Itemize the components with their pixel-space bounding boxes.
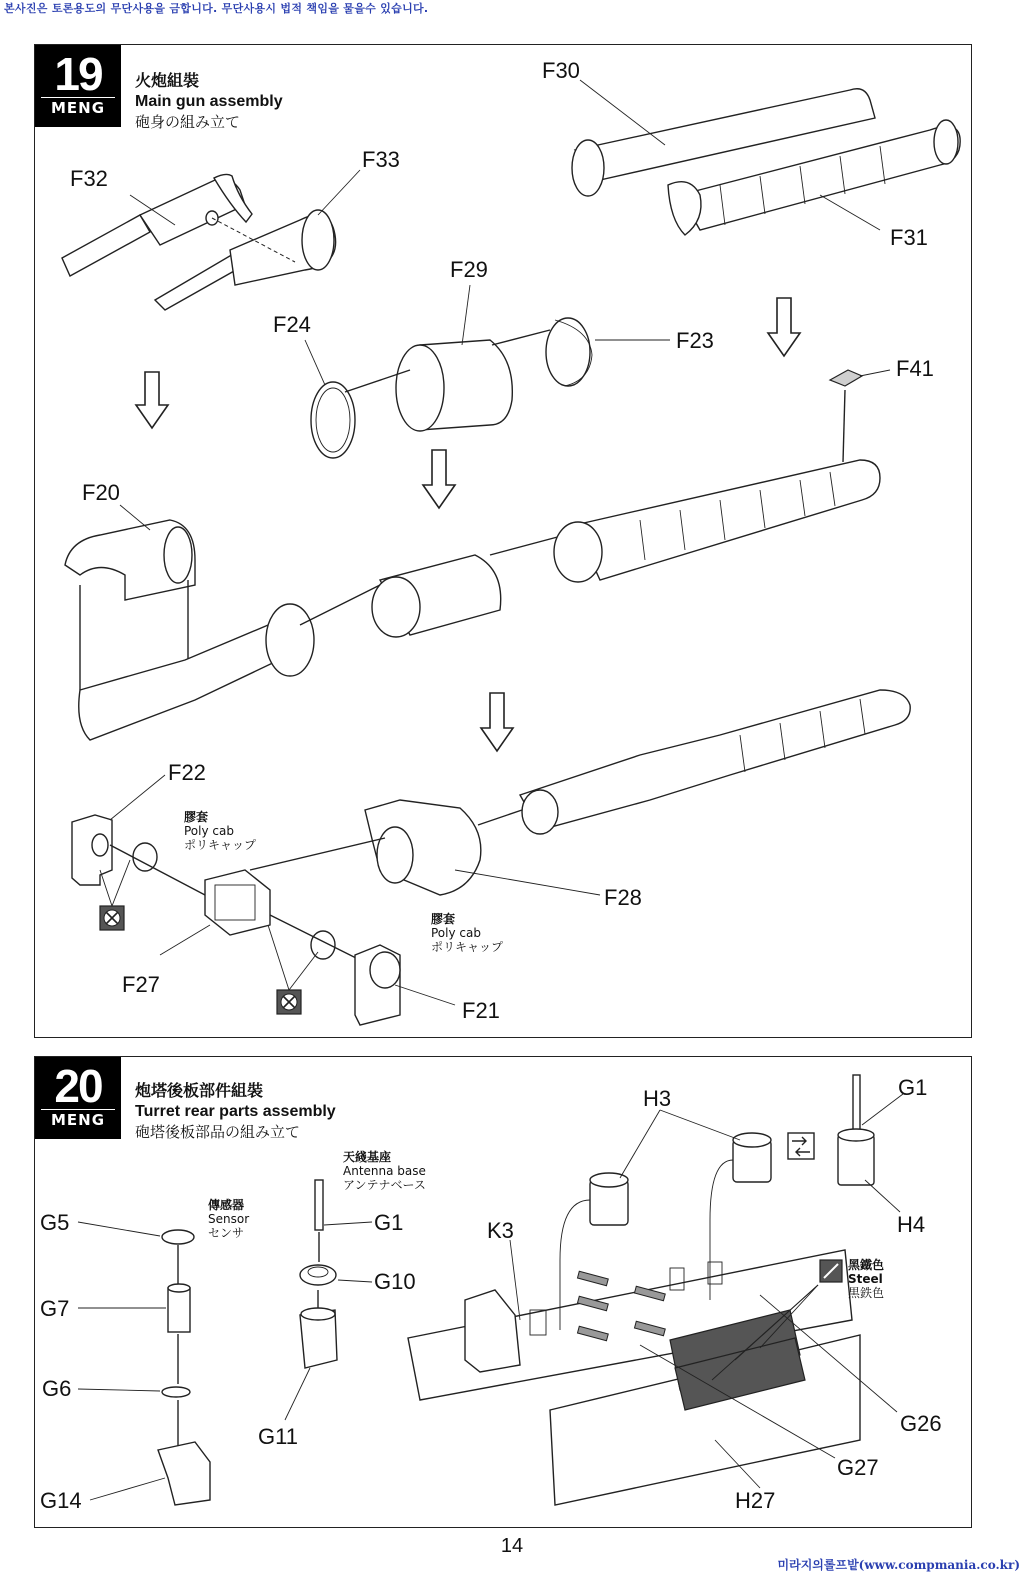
note-cn: 傳感器 bbox=[208, 1198, 245, 1212]
part-f30-f31-drawing bbox=[572, 89, 960, 235]
note-jp: ポリキャップ bbox=[184, 838, 257, 852]
label-g7: G7 bbox=[40, 1296, 70, 1321]
sensor-note bbox=[208, 1198, 249, 1240]
title-cn: 炮塔後板部件組裝 bbox=[135, 1081, 264, 1100]
page-number: 14 bbox=[500, 1535, 524, 1557]
note-jp: センサ bbox=[208, 1226, 245, 1240]
part-f29-sleeve-lower-drawing bbox=[372, 555, 501, 637]
part-g6-washer-drawing bbox=[162, 1387, 190, 1397]
label-g6: G6 bbox=[42, 1376, 72, 1401]
label-f20: F20 bbox=[82, 480, 120, 505]
title-jp: 砲身の組み立て bbox=[135, 113, 241, 131]
breech-assembly-drawing bbox=[79, 604, 314, 740]
label-g26: G26 bbox=[900, 1411, 942, 1436]
label-g1: G1 bbox=[374, 1210, 404, 1235]
part-g14-bracket-drawing bbox=[158, 1442, 210, 1505]
note-en: Sensor bbox=[208, 1212, 250, 1226]
label-f24: F24 bbox=[273, 312, 311, 337]
barrel-mid-drawing bbox=[554, 460, 880, 582]
label-f29: F29 bbox=[450, 257, 488, 282]
brand-logo: MENG bbox=[41, 97, 115, 118]
polycap-note-2 bbox=[431, 912, 503, 954]
note-en: Steel bbox=[848, 1272, 883, 1286]
antenna-base-note bbox=[343, 1150, 426, 1192]
part-f21-bracket-drawing bbox=[355, 945, 400, 1025]
label-g5: G5 bbox=[40, 1210, 70, 1235]
label-k3: K3 bbox=[487, 1218, 514, 1243]
label-f32: F32 bbox=[70, 166, 108, 191]
note-jp: ポリキャップ bbox=[431, 940, 504, 954]
part-f28-mantlet-drawing bbox=[365, 800, 481, 895]
label-f28: F28 bbox=[604, 885, 642, 910]
label-g27: G27 bbox=[837, 1455, 879, 1480]
title-cn: 火炮組裝 bbox=[135, 71, 200, 90]
step-number: 19 bbox=[54, 48, 102, 100]
note-cn: 膠套 bbox=[431, 912, 456, 926]
label-g11: G11 bbox=[258, 1424, 298, 1449]
label-h27: H27 bbox=[735, 1488, 776, 1513]
label-f33: F33 bbox=[362, 147, 400, 172]
swap-arrow-icon bbox=[788, 1133, 814, 1159]
part-f20-drawing bbox=[65, 520, 195, 600]
label-f21: F21 bbox=[462, 998, 500, 1023]
part-f23-cap-drawing bbox=[546, 318, 592, 386]
label-f30: F30 bbox=[542, 58, 580, 83]
label-g1-top: G1 bbox=[898, 1075, 928, 1100]
part-f32-drawing bbox=[62, 174, 252, 310]
label-f27: F27 bbox=[122, 972, 160, 997]
label-f41: F41 bbox=[896, 356, 934, 381]
polycap-note-1 bbox=[184, 810, 256, 852]
part-g10-base-drawing bbox=[300, 1265, 336, 1285]
part-g11-mount-drawing bbox=[300, 1308, 337, 1368]
label-g14: G14 bbox=[40, 1488, 82, 1513]
part-g1-antenna-drawing bbox=[315, 1180, 323, 1230]
label-f23: F23 bbox=[676, 328, 714, 353]
copyright-notice: 본사진은 토론용도의 무단사용을 금합니다. 무단사용시 법적 책임을 물을수 있습니다. bbox=[4, 2, 429, 15]
paint-brush-icon bbox=[820, 1260, 842, 1282]
part-g7-post-drawing bbox=[168, 1284, 190, 1332]
label-f22: F22 bbox=[168, 760, 206, 785]
label-h3: H3 bbox=[643, 1086, 672, 1111]
note-en: Poly cab bbox=[184, 824, 234, 838]
part-g1-h4-drawing bbox=[838, 1075, 874, 1185]
part-g5-sensor-drawing bbox=[162, 1230, 194, 1244]
brand-logo: MENG bbox=[41, 1109, 115, 1130]
note-en: Antenna base bbox=[343, 1164, 426, 1178]
paint-steel-note bbox=[848, 1258, 884, 1300]
label-f31: F31 bbox=[890, 225, 928, 250]
note-jp: 黒鉄色 bbox=[848, 1286, 885, 1300]
note-jp: アンテナベース bbox=[343, 1178, 426, 1192]
part-f24-ring-drawing bbox=[311, 382, 355, 458]
barrel-complete-drawing bbox=[520, 690, 910, 834]
note-cn: 天綫基座 bbox=[343, 1150, 392, 1164]
part-f22-bracket-drawing bbox=[72, 815, 112, 885]
note-cn: 黑鐵色 bbox=[848, 1258, 885, 1272]
part-f29-sleeve-drawing bbox=[396, 340, 512, 431]
title-en: Main gun assembly bbox=[135, 93, 283, 110]
step-number: 20 bbox=[54, 1060, 102, 1112]
title-en: Turret rear parts assembly bbox=[135, 1103, 336, 1120]
label-h4: H4 bbox=[897, 1212, 926, 1237]
note-en: Poly cab bbox=[431, 926, 481, 940]
part-f27-yoke-drawing bbox=[205, 870, 270, 935]
label-g10: G10 bbox=[374, 1269, 416, 1294]
source-watermark: 미라지의롤프밭(www.compmania.co.kr) bbox=[777, 1558, 1020, 1572]
note-cn: 膠套 bbox=[184, 810, 209, 824]
part-f41-drawing bbox=[830, 370, 862, 386]
title-jp: 砲塔後板部品の組み立て bbox=[135, 1123, 301, 1141]
